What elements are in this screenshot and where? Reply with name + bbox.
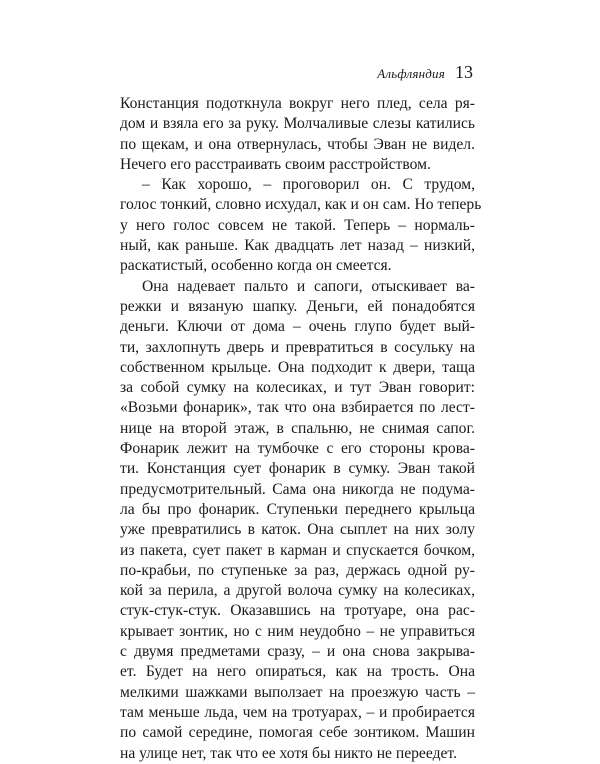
text-line: ный, как раньше. Как двадцать лет назад – низкий,: [120, 237, 475, 255]
text-line: ла бы про фонарик. Ступеньки переднего крыльца: [120, 500, 475, 518]
body-text: [120, 94, 482, 764]
text-line: по самой середине, помогая себе зонтиком. Машин: [120, 724, 475, 742]
text-line: ет. Будет на него опираться, как на трость. Она: [120, 663, 475, 681]
text-line: из пакета, сует пакет в карман и спускается бочком,: [120, 541, 475, 559]
text-line: дом и взяла его за руку. Молчаливые слезы катились: [120, 115, 475, 133]
text-line: стук-стук-стук. Оказавшись на тротуаре, она рас-: [120, 602, 475, 620]
text-line: Фонарик лежит на тумбочке с его стороны крова-: [120, 440, 475, 458]
text-line: собственном крыльце. Она подходит к двери, таща: [120, 358, 475, 376]
text-line: Она надевает пальто и сапоги, отыскивает ва-: [142, 277, 475, 295]
text-line: деньги. Ключи от дома – очень глупо будет вый-: [120, 318, 475, 336]
text-line: уже превратились в каток. Она сыплет на них золу: [120, 521, 475, 539]
text-line: крывает зонтик, но с ним неудобно – не управиться: [120, 622, 475, 640]
text-line: ти. Констанция сует фонарик в сумку. Эван такой: [120, 460, 475, 478]
paragraph: [120, 94, 475, 175]
text-line: на улице нет, так что ее хотя бы никто не переедет.: [120, 744, 457, 762]
text-line: «Возьми фонарик», так что она взбирается по лест-: [120, 399, 475, 417]
text-line: кой за перила, а другой волоча сумку на колесиках,: [120, 582, 475, 600]
text-line: ти, захлопнуть дверь и превратиться в сосульку на: [120, 338, 475, 356]
text-line: по щекам, и она отвернулась, чтобы Эван не видел.: [120, 135, 475, 153]
text-line: Нечего его расстраивать своим расстройством.: [120, 155, 431, 173]
text-line: нице на второй этаж, в спальню, не снимая сапог.: [120, 419, 475, 437]
paragraph: [120, 277, 475, 764]
running-title: Альфляндия: [377, 66, 445, 81]
text-line: Констанция подоткнула вокруг него плед, села ря-: [120, 95, 475, 112]
text-line: мелкими шажками выползает на проезжую часть –: [120, 683, 475, 701]
text-line: режки и вязаную шапку. Деньги, ей понадобятся: [120, 297, 475, 315]
text-line: там меньше льда, чем на тротуарах, – и пробирается: [120, 703, 475, 721]
text-line: – Как хорошо, – проговорил он. С трудом,: [142, 176, 475, 194]
text-line: голос тонкий, словно исхудал, как и он сам. Но теперь: [120, 196, 482, 214]
text-line: с двумя предметами сразу, – и она снова закрыва-: [120, 643, 475, 661]
text-line: по-крабьи, по ступеньке за раз, держась одной ру-: [120, 561, 475, 579]
text-line: у него голос совсем не такой. Теперь – нормаль-: [120, 216, 475, 234]
page-number: 13: [455, 62, 473, 82]
text-line: за собой сумку на колесиках, и тут Эван говорит:: [120, 379, 475, 397]
running-head: [377, 62, 473, 86]
text-line: раскатистый, особенно когда он смеется.: [120, 257, 392, 275]
text-line: предусмотрительный. Сама она никогда не подума-: [120, 480, 475, 498]
paragraph: [120, 175, 482, 276]
